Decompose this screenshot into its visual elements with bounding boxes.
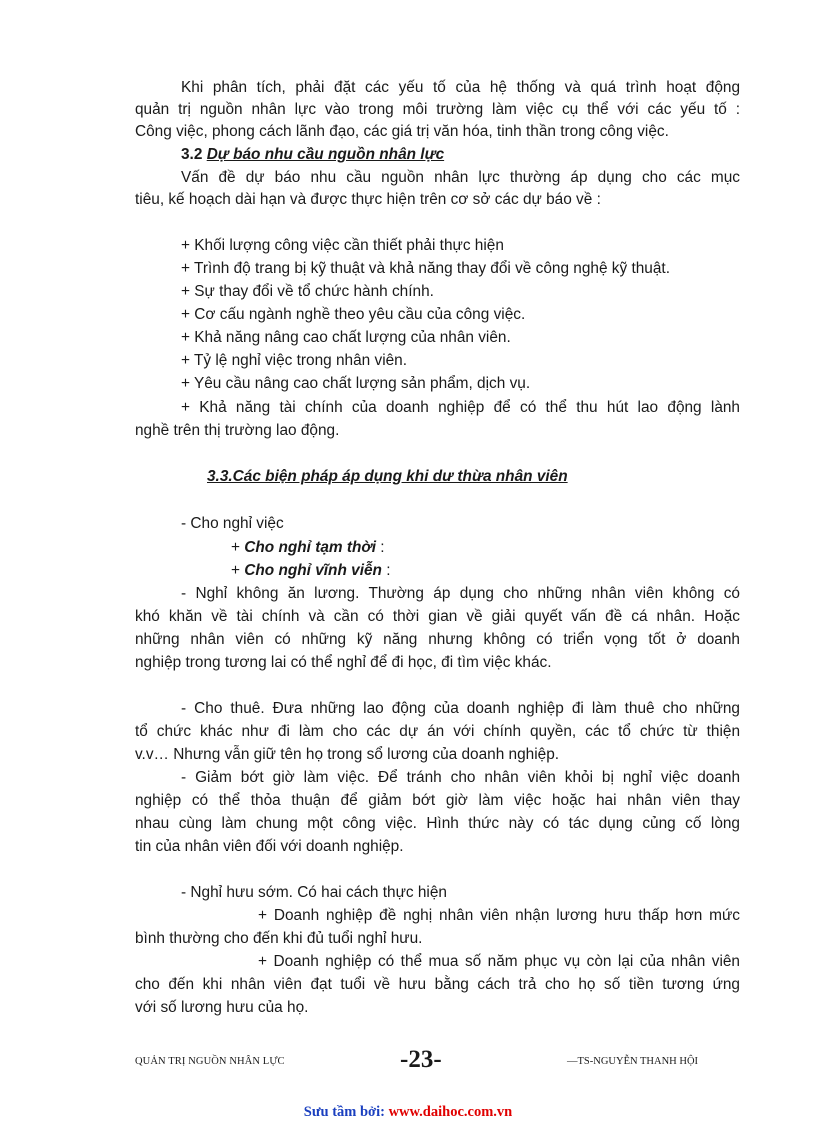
cho-thue-line-3: v.v… Nhưng vẫn giữ tên họ trong sổ lương của doanh nghiệp. [135, 746, 560, 763]
cho-thue-line-1: - Cho thuê. Đưa những lao động của doanh nghiệp đi làm thuê cho những [181, 700, 740, 717]
nghi-khong-an-luong-line-2: khó khăn về tài chính và cần có thời gian về giải quyết vấn đề cá nhân. Hoặc [135, 608, 740, 625]
sub-item-prefix: + [231, 539, 245, 556]
nghi-khong-an-luong-line-3: những nhân viên có những kỹ năng nhưng không có triển vọng tốt ở doanh [135, 631, 740, 648]
nghi-khong-an-luong-line-1: - Nghỉ không ăn lương. Thường áp dụng cho những nhân viên không có [181, 585, 740, 602]
intro-line-1: Khi phân tích, phải đặt các yếu tố của hệ thống và quá trình hoạt động [181, 79, 740, 96]
nghi-khong-an-luong-line-4: nghiệp trong tương lai có thể nghỉ để đi học, đi tìm việc khác. [135, 654, 552, 671]
intro-line-3: Công việc, phong cách lãnh đạo, các giá trị văn hóa, tinh thần trong công việc. [135, 123, 669, 140]
cho-nghi-viec: - Cho nghỉ việc [181, 515, 284, 532]
source-label: Sưu tầm bởi: [303, 1104, 389, 1120]
sub-item-title: Cho nghỉ vĩnh viễn [244, 562, 382, 579]
huu-1-line-1: + Doanh nghiệp đề nghị nhân viên nhận lương hưu thấp hơn mức [258, 907, 740, 924]
sub-item-suffix: : [376, 539, 385, 556]
section-3-2-number: 3.2 [181, 146, 203, 163]
huu-1-line-2: bình thường cho đến khi đủ tuổi nghỉ hưu. [135, 930, 423, 947]
section-3-2-para-line-1: Vấn đề dự báo nhu cầu nguồn nhân lực thường áp dụng cho các mục [181, 169, 740, 186]
page-footer [135, 1046, 740, 1076]
footer-author: —TS-NGUYỄN THANH HỘI [567, 1056, 699, 1067]
list-item: + Trình độ trang bị kỹ thuật và khả năng thay đổi về công nghệ kỹ thuật. [181, 260, 670, 277]
list-item: + Khối lượng công việc cần thiết phải thực hiện [181, 237, 504, 254]
intro-line-2: quản trị nguồn nhân lực vào trong môi trường làm việc cụ thể với các yếu tố : [135, 101, 740, 118]
page-number: -23- [400, 1046, 442, 1073]
section-3-2-para-line-2: tiêu, kế hoạch dài hạn và được thực hiện trên cơ sở các dự báo về : [135, 191, 601, 208]
huu-2-line-2: cho đến khi nhân viên đạt tuổi về hưu bằng cách trả cho họ số tiền tương ứng [135, 976, 740, 993]
sub-item-suffix: : [381, 562, 391, 579]
source-link[interactable]: www.daihoc.com.vn [388, 1104, 513, 1120]
cho-thue-line-2: tổ chức khác như đi làm cho các dự án với chính quyền, các tổ chức từ thiện [135, 723, 740, 740]
giam-gio-line-3: nhau cùng làm chung một công việc. Hình thức này có tác dụng củng cố lòng [135, 815, 740, 832]
huu-2-line-1: + Doanh nghiệp có thể mua số năm phục vụ còn lại của nhân viên [258, 953, 740, 970]
giam-gio-line-4: tin của nhân viên đối với doanh nghiệp. [135, 838, 404, 855]
list-item: + Khả năng nâng cao chất lượng của nhân viên. [181, 329, 511, 346]
list-item: + Yêu cầu nâng cao chất lượng sản phẩm, dịch vụ. [181, 375, 531, 392]
section-3-2-heading [181, 144, 740, 166]
list-item: + Tỷ lệ nghỉ việc trong nhân viên. [181, 352, 408, 369]
section-3-3-heading: 3.3.Các biện pháp áp dụng khi dư thừa nhân viên [207, 468, 568, 485]
huu-2-line-3: với số lương hưu của họ. [135, 999, 309, 1016]
section-3-2-title: Dự báo nhu cầu nguồn nhân lực [206, 146, 445, 163]
list-item-last-line-1: + Khả năng tài chính của doanh nghiệp để có thể thu hút lao động lành [181, 399, 740, 416]
giam-gio-line-2: nghiệp có thể thỏa thuận để giảm bớt giờ làm việc hoặc hai nhân viên thay [135, 792, 740, 809]
sub-item-prefix: + [231, 562, 245, 579]
list-item: + Sự thay đổi về tổ chức hành chính. [181, 283, 434, 300]
list-item: + Cơ cấu ngành nghề theo yêu cầu của công việc. [181, 306, 526, 323]
sub-item-vinh-vien [231, 560, 740, 582]
source-credit [0, 1104, 816, 1121]
list-item-last-line-2: nghề trên thị trường lao động. [135, 422, 340, 439]
footer-book-title: QUẢN TRỊ NGUỒN NHÂN LỰC [135, 1056, 285, 1067]
giam-gio-line-1: - Giảm bớt giờ làm việc. Để tránh cho nhân viên khỏi bị nghỉ việc doanh [181, 769, 740, 786]
sub-item-tam-thoi [231, 537, 740, 559]
nghi-huu-som: - Nghỉ hưu sớm. Có hai cách thực hiện [181, 884, 447, 901]
sub-item-title: Cho nghỉ tạm thời [244, 539, 376, 556]
